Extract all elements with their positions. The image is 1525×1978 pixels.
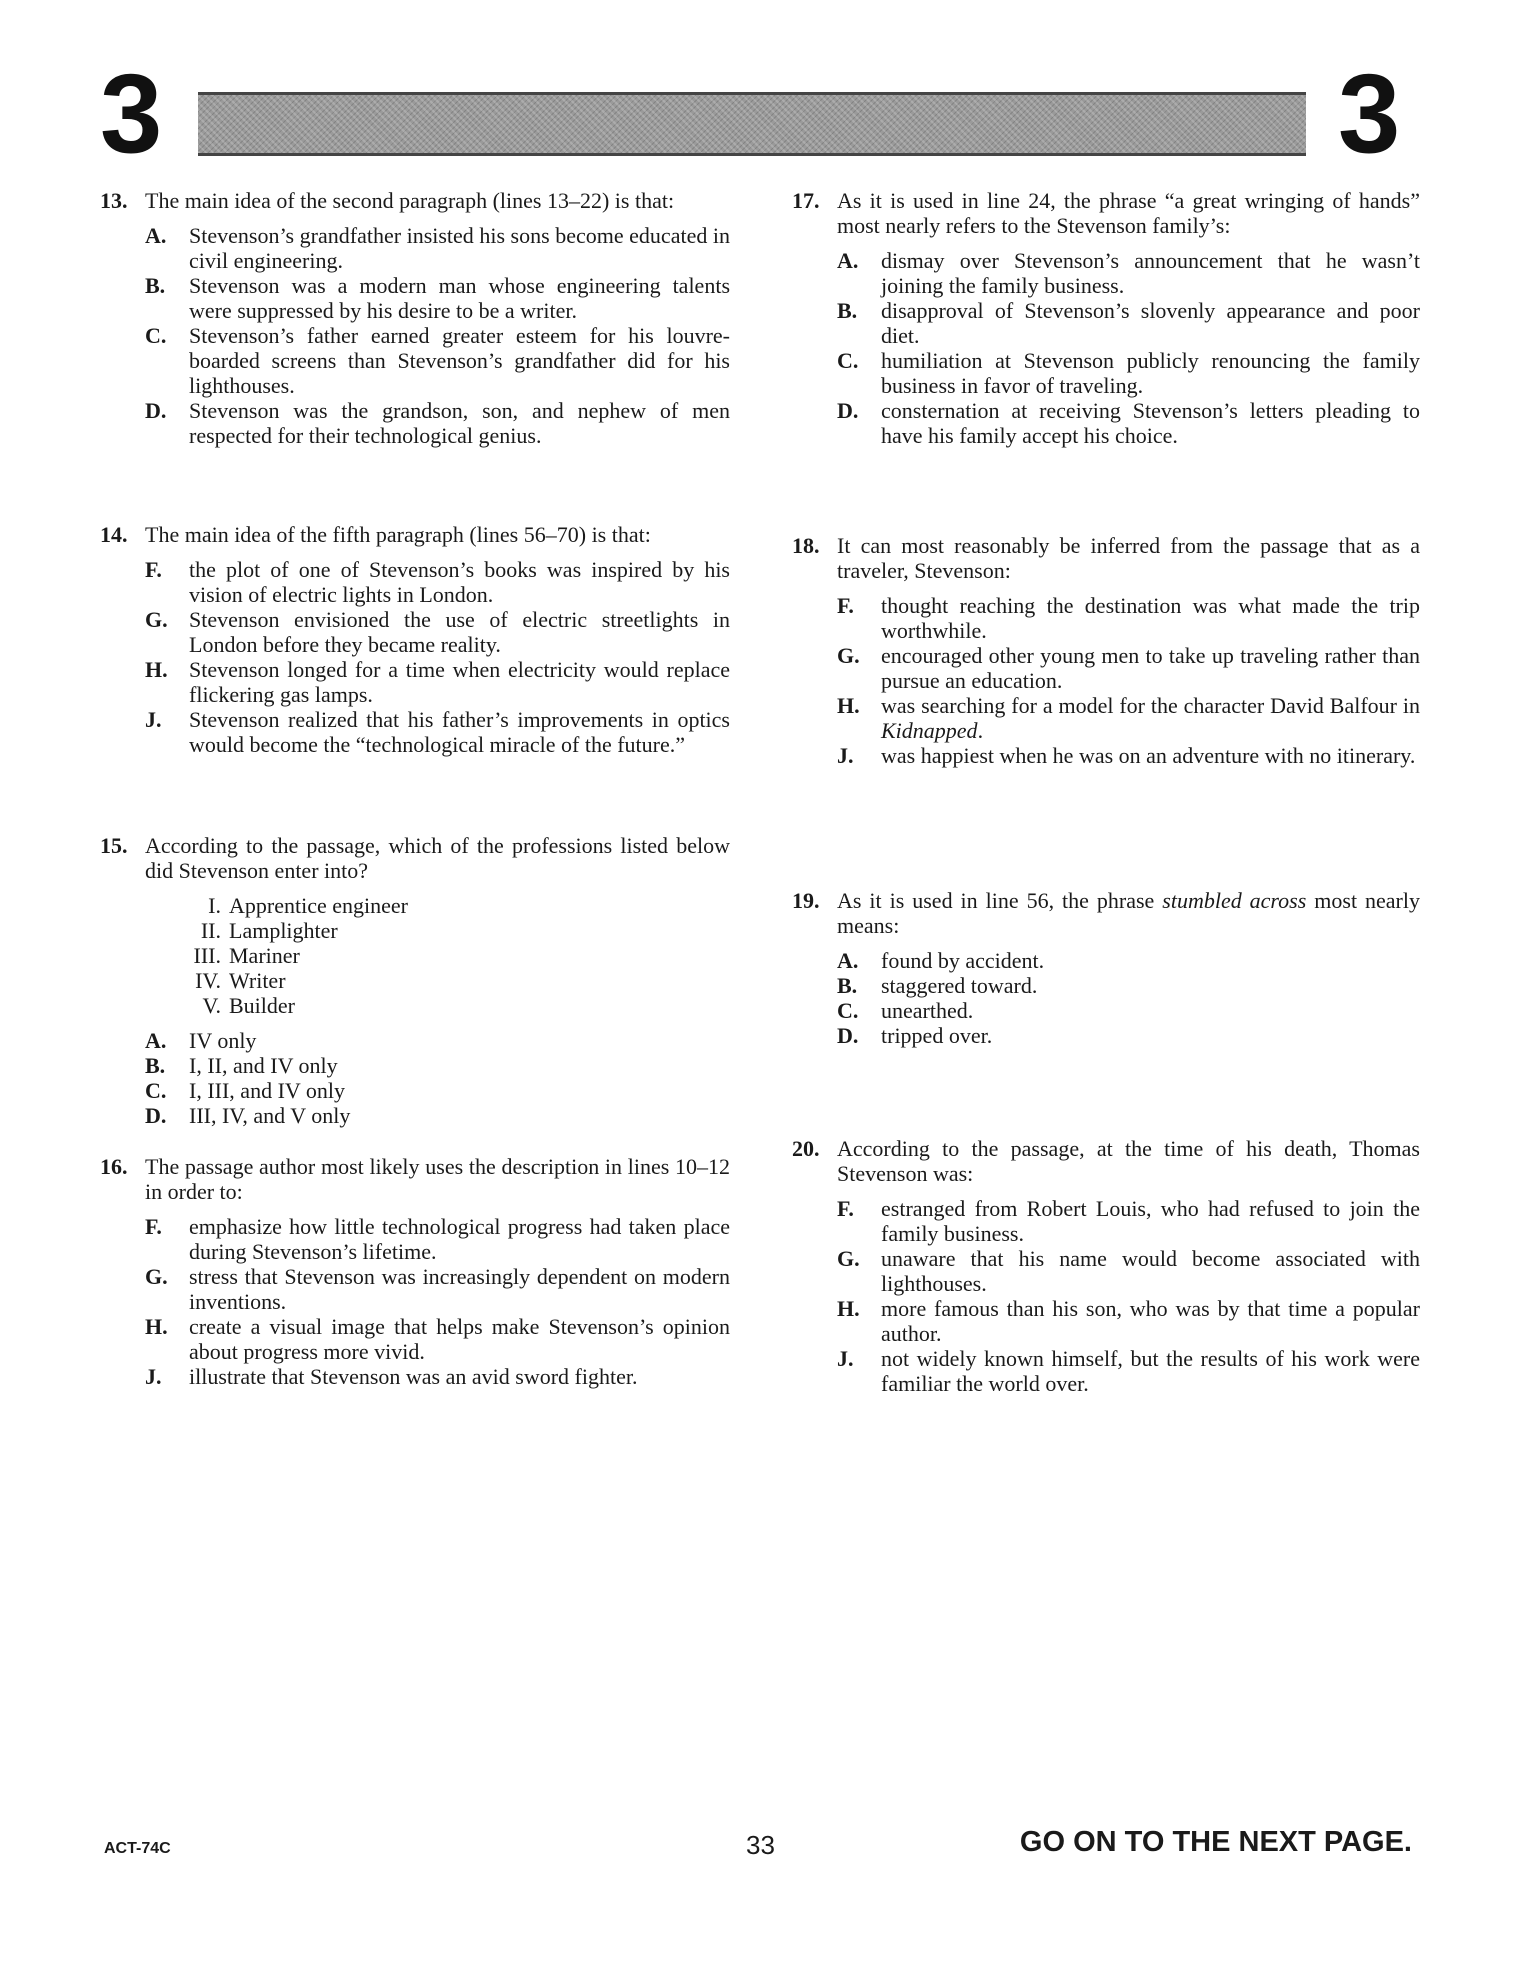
section-number-right: 3 [1338, 51, 1401, 176]
answer-choice[interactable] [837, 1246, 1420, 1296]
choice-letter: G. [837, 643, 860, 668]
question-stem [837, 888, 1420, 938]
choice-letter: D. [837, 398, 859, 423]
answer-choice[interactable] [145, 1264, 730, 1314]
question-stem: The main idea of the second paragraph (lines 13–22) is that: [145, 188, 675, 213]
choice-letter: J. [145, 707, 162, 732]
page-number: 33 [746, 1830, 775, 1860]
question-number: 15. [100, 833, 128, 858]
choice-text: the plot of one of Stevenson’s books was inspired by his vision of electric lights in London. [189, 557, 730, 607]
choice-text: encouraged other young men to take up traveling rather than pursue an education. [881, 643, 1420, 693]
answer-choice[interactable] [837, 248, 1420, 298]
choice-letter: F. [145, 557, 162, 582]
answer-choice[interactable] [837, 298, 1420, 348]
answer-choice[interactable] [837, 743, 1420, 768]
section-header-bar [198, 92, 1306, 156]
choice-letter: B. [145, 273, 166, 298]
answer-choice[interactable] [145, 607, 730, 657]
choice-text-end: . [977, 718, 984, 743]
choice-letter: A. [837, 948, 859, 973]
choice-text: Stevenson’s father earned greater esteem for his louvre-boarded screens than Stevenson’s grandfather did for his lighthouses. [189, 323, 730, 398]
stem-text-start: As it is used in line 56, the phrase [837, 888, 1163, 913]
choice-text: I, II, and IV only [189, 1053, 338, 1078]
choice-text: Stevenson was a modern man whose engineering talents were suppressed by his desire to be a writer. [189, 273, 730, 323]
roman-item [145, 993, 730, 1018]
choice-text: Stevenson was the grandson, son, and nephew of men respected for their technological genius. [189, 398, 730, 448]
question-20 [792, 1136, 1420, 1396]
roman-item-text: Mariner [229, 943, 300, 968]
answer-choice[interactable] [145, 273, 730, 323]
choice-text: emphasize how little technological progress had taken place during Stevenson’s lifetime. [189, 1214, 730, 1264]
choice-letter: A. [837, 248, 859, 273]
choice-text: stress that Stevenson was increasingly dependent on modern inventions. [189, 1264, 730, 1314]
choice-text: create a visual image that helps make Stevenson’s opinion about progress more vivid. [189, 1314, 730, 1364]
question-stem: As it is used in line 24, the phrase “a great wringing of hands” most nearly refers to the Stevenson family’s: [837, 188, 1420, 238]
question-number: 20. [792, 1136, 820, 1161]
question-stem: The main idea of the fifth paragraph (lines 56–70) is that: [145, 522, 651, 547]
choice-text: Stevenson realized that his father’s improvements in optics would become the “technological miracle of the future.” [189, 707, 730, 757]
answer-choice[interactable] [837, 1296, 1420, 1346]
question-stem: According to the passage, at the time of his death, Thomas Stevenson was: [837, 1136, 1420, 1186]
question-number: 16. [100, 1154, 128, 1179]
roman-numeral: I. [208, 893, 221, 918]
question-17 [792, 188, 1420, 448]
answer-choice[interactable] [145, 1028, 730, 1053]
choice-text: I, III, and IV only [189, 1078, 345, 1103]
answer-choice[interactable] [145, 223, 730, 273]
question-stem: It can most reasonably be inferred from the passage that as a traveler, Stevenson: [837, 533, 1420, 583]
question-14 [100, 522, 730, 757]
choice-letter: F. [837, 1196, 854, 1221]
question-number: 19. [792, 888, 820, 913]
choice-letter: J. [837, 743, 854, 768]
roman-numeral: IV. [195, 968, 221, 993]
roman-item [145, 968, 730, 993]
stem-text-end: most nearly means: [837, 888, 1420, 938]
choice-text: found by accident. [881, 948, 1045, 973]
question-stem: The passage author most likely uses the description in lines 10–12 in order to: [145, 1154, 730, 1204]
choice-text-main: was searching for a model for the character David Balfour in [881, 693, 1420, 718]
answer-choice[interactable] [837, 948, 1420, 973]
answer-choice[interactable] [837, 398, 1420, 448]
choice-text: thought reaching the destination was what made the trip worthwhile. [881, 593, 1420, 643]
answer-choice[interactable] [837, 973, 1420, 998]
choice-letter: D. [837, 1023, 859, 1048]
choice-letter: B. [837, 973, 858, 998]
choice-letter: H. [837, 1296, 860, 1321]
question-15 [100, 833, 730, 1128]
choice-letter: B. [837, 298, 858, 323]
answer-choice[interactable] [837, 1346, 1420, 1396]
book-title: Kidnapped [881, 718, 978, 743]
choice-text [881, 693, 1420, 743]
choice-letter: G. [145, 607, 168, 632]
question-16 [100, 1154, 730, 1389]
choice-text: illustrate that Stevenson was an avid sword fighter. [189, 1364, 638, 1389]
choice-text: unaware that his name would become associated with lighthouses. [881, 1246, 1420, 1296]
choice-letter: C. [837, 998, 859, 1023]
question-stem: According to the passage, which of the professions listed below did Stevenson enter into? [145, 833, 730, 883]
answer-choice[interactable] [145, 1364, 730, 1389]
choice-text: Stevenson longed for a time when electricity would replace flickering gas lamps. [189, 657, 730, 707]
choice-letter: J. [145, 1364, 162, 1389]
answer-choice[interactable] [145, 1053, 730, 1078]
question-number: 18. [792, 533, 820, 558]
answer-choice[interactable] [837, 1196, 1420, 1246]
choice-letter: J. [837, 1346, 854, 1371]
answer-choice[interactable] [837, 348, 1420, 398]
choice-text: consternation at receiving Stevenson’s letters pleading to have his family accept his choice. [881, 398, 1420, 448]
choice-text: Stevenson’s grandfather insisted his sons become educated in civil engineering. [189, 223, 730, 273]
roman-numeral-list [145, 893, 730, 1018]
choice-letter: C. [145, 323, 167, 348]
answer-choice[interactable] [837, 643, 1420, 693]
choice-text: humiliation at Stevenson publicly renouncing the family business in favor of traveling. [881, 348, 1420, 398]
choice-letter: A. [145, 223, 167, 248]
answer-choice[interactable] [837, 998, 1420, 1023]
answer-choice[interactable] [145, 707, 730, 757]
choice-letter: D. [145, 398, 167, 423]
answer-choice[interactable] [145, 1314, 730, 1364]
choice-text: tripped over. [881, 1023, 993, 1048]
roman-numeral: II. [200, 918, 221, 943]
answer-choice[interactable] [837, 1023, 1420, 1048]
choice-text: dismay over Stevenson’s announcement that he wasn’t joining the family business. [881, 248, 1420, 298]
roman-item-text: Builder [229, 993, 295, 1018]
choice-text: Stevenson envisioned the use of electric streetlights in London before they became reality. [189, 607, 730, 657]
answer-choice[interactable] [837, 693, 1420, 743]
choice-text: not widely known himself, but the results of his work were familiar the world over. [881, 1346, 1420, 1396]
roman-numeral: III. [193, 943, 221, 968]
question-number: 13. [100, 188, 128, 213]
answer-choice[interactable] [145, 398, 730, 448]
choice-text: more famous than his son, who was by that time a popular author. [881, 1296, 1420, 1346]
choice-text: staggered toward. [881, 973, 1038, 998]
section-number-left: 3 [100, 51, 163, 176]
choice-letter: B. [145, 1053, 166, 1078]
choice-text: was happiest when he was on an adventure with no itinerary. [881, 743, 1416, 768]
roman-item-text: Lamplighter [229, 918, 338, 943]
choice-letter: G. [837, 1246, 860, 1271]
choice-letter: H. [145, 1314, 168, 1339]
test-code: ACT-74C [104, 1840, 171, 1857]
roman-item [145, 893, 730, 918]
quoted-phrase: stumbled across [1162, 888, 1307, 913]
choice-text: estranged from Robert Louis, who had refused to join the family business. [881, 1196, 1420, 1246]
choice-text: III, IV, and V only [189, 1103, 351, 1128]
question-18 [792, 533, 1420, 768]
next-page-notice: GO ON TO THE NEXT PAGE. [1019, 1826, 1412, 1858]
choice-letter: A. [145, 1028, 167, 1053]
answer-choice[interactable] [145, 657, 730, 707]
choice-letter: F. [837, 593, 854, 618]
question-13 [100, 188, 730, 448]
choice-letter: C. [837, 348, 859, 373]
choice-letter: F. [145, 1214, 162, 1239]
answer-choice[interactable] [145, 323, 730, 398]
choice-text: unearthed. [881, 998, 974, 1023]
choice-letter: C. [145, 1078, 167, 1103]
roman-item-text: Apprentice engineer [229, 893, 408, 918]
answer-choice[interactable] [145, 557, 730, 607]
choice-text: IV only [189, 1028, 257, 1053]
roman-item [145, 918, 730, 943]
answer-choice[interactable] [145, 1103, 730, 1128]
choice-letter: G. [145, 1264, 168, 1289]
choice-letter: H. [145, 657, 168, 682]
roman-item [145, 943, 730, 968]
question-number: 14. [100, 522, 128, 547]
question-number: 17. [792, 188, 820, 213]
answer-choice[interactable] [145, 1214, 730, 1264]
question-19 [792, 888, 1420, 1048]
choice-letter: D. [145, 1103, 167, 1128]
answer-choice[interactable] [837, 593, 1420, 643]
roman-item-text: Writer [229, 968, 286, 993]
answer-choice[interactable] [145, 1078, 730, 1103]
choice-letter: H. [837, 693, 860, 718]
roman-numeral: V. [202, 993, 221, 1018]
choice-text: disapproval of Stevenson’s slovenly appearance and poor diet. [881, 298, 1420, 348]
